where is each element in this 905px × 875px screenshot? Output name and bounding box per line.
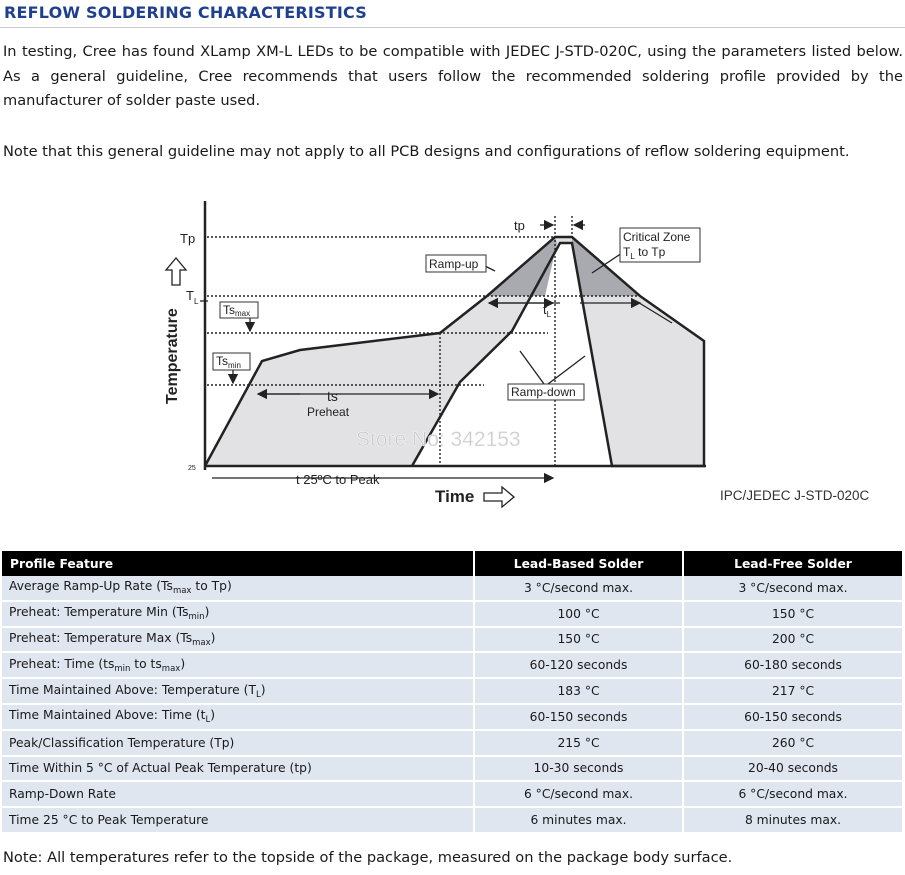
tp-label: tp bbox=[514, 218, 525, 233]
lead-free-cell: 260 °C bbox=[684, 731, 902, 757]
tl-axis-label: $T_L$ bbox=[186, 288, 199, 306]
rampdown-label: Ramp-down bbox=[511, 385, 576, 399]
lead-based-cell: 60-150 seconds bbox=[475, 705, 684, 731]
lead-free-cell: 60-180 seconds bbox=[684, 653, 902, 679]
lead-based-cell: 6 °C/second max. bbox=[475, 782, 684, 808]
y-axis-label: Temperature bbox=[164, 308, 181, 404]
header-lead-free: Lead-Free Solder bbox=[684, 551, 902, 576]
x-axis-label: Time bbox=[435, 487, 475, 506]
table-row bbox=[2, 731, 902, 757]
temperature-note: Note: All temperatures refer to the topside of the package, measured on the package body surface. bbox=[3, 849, 733, 866]
feature-cell: Preheat: Temperature Max $(Ts_{max})$ bbox=[2, 628, 475, 654]
x-axis-arrow-icon bbox=[484, 487, 514, 507]
feature-cell: Time Maintained Above: Time $(t_L)$ bbox=[2, 705, 475, 731]
lead-free-cell: 3 °C/second max. bbox=[684, 576, 902, 602]
critical-zone-label: Critical Zone bbox=[623, 230, 691, 244]
table-row bbox=[2, 576, 902, 602]
tsmin-label: $Ts_{min}$ bbox=[216, 354, 241, 370]
lead-free-cell: 20-40 seconds bbox=[684, 757, 902, 783]
reflow-profile-diagram bbox=[0, 185, 905, 515]
tp-axis-label: Tp bbox=[180, 231, 196, 246]
intro-paragraph: In testing, Cree has found XLamp XM-L LEDs to be compatible with JEDEC J-STD-020C, using the parameters listed below. As a general guideline, Cree recommends that users follow the recommended soldering profile provided by the manufacturer of solder paste used. bbox=[3, 43, 903, 109]
lead-free-cell: 200 °C bbox=[684, 628, 902, 654]
reflow-parameter-table bbox=[2, 551, 902, 834]
table-row bbox=[2, 628, 902, 654]
lead-free-cell: 8 minutes max. bbox=[684, 808, 902, 834]
lead-based-cell: 6 minutes max. bbox=[475, 808, 684, 834]
ts-label: ts bbox=[327, 388, 338, 404]
table-row bbox=[2, 602, 902, 628]
lead-free-cell: 217 °C bbox=[684, 679, 902, 705]
feature-cell: Time Maintained Above: Temperature $(T_L)$ bbox=[2, 679, 475, 705]
temp-25-label: 25 bbox=[188, 465, 196, 472]
lead-based-cell: 3 °C/second max. bbox=[475, 576, 684, 602]
rampup-label: Ramp-up bbox=[429, 257, 479, 271]
header-profile-feature: Profile Feature bbox=[2, 551, 475, 576]
lead-free-cell: 150 °C bbox=[684, 602, 902, 628]
lead-based-cell: 60-120 seconds bbox=[475, 653, 684, 679]
lead-free-cell: 6 °C/second max. bbox=[684, 782, 902, 808]
lead-free-cell: 60-150 seconds bbox=[684, 705, 902, 731]
feature-cell: Peak/Classification Temperature (Tp) bbox=[2, 731, 475, 757]
y-axis-arrow-icon bbox=[166, 258, 186, 285]
lead-based-cell: 10-30 seconds bbox=[475, 757, 684, 783]
guideline-note: Note that this general guideline may not apply to all PCB designs and configurations of reflow soldering equipment. bbox=[3, 143, 850, 160]
standard-label: IPC/JEDEC J-STD-020C bbox=[720, 488, 870, 503]
tl-time-label: $t_L$ bbox=[543, 302, 552, 319]
feature-cell: Ramp-Down Rate bbox=[2, 782, 475, 808]
feature-cell: Time 25 °C to Peak Temperature bbox=[2, 808, 475, 834]
header-lead-based: Lead-Based Solder bbox=[475, 551, 684, 576]
feature-cell: Preheat: Temperature Min $(Ts_{min})$ bbox=[2, 602, 475, 628]
t25-label: t 25ºC to Peak bbox=[296, 472, 380, 487]
section-heading: REFLOW SOLDERING CHARACTERISTICS bbox=[4, 3, 367, 22]
table-row bbox=[2, 808, 902, 834]
table-row bbox=[2, 782, 902, 808]
lead-based-cell: 100 °C bbox=[475, 602, 684, 628]
lead-based-cell: 150 °C bbox=[475, 628, 684, 654]
table-row bbox=[2, 653, 902, 679]
tsmax-label: Tsmax bbox=[223, 303, 251, 318]
table-row bbox=[2, 679, 902, 705]
feature-cell: Average Ramp-Up Rate ($Ts_{max}$ to Tp) bbox=[2, 576, 475, 602]
lead-based-cell: 183 °C bbox=[475, 679, 684, 705]
store-watermark: Store No: 342153 bbox=[356, 428, 521, 451]
critical-zone-range: $T_L$ to Tp bbox=[623, 245, 666, 261]
preheat-label: Preheat bbox=[307, 405, 350, 419]
rampdown-pointer2 bbox=[548, 356, 585, 384]
rampdown-pointer1 bbox=[520, 351, 544, 384]
feature-cell: Time Within 5 °C of Actual Peak Temperature (tp) bbox=[2, 757, 475, 783]
feature-cell: Preheat: Time ($ts_{min}$ to $ts_{max}$) bbox=[2, 653, 475, 679]
lead-based-cell: 215 °C bbox=[475, 731, 684, 757]
table-row bbox=[2, 705, 902, 731]
heading-divider bbox=[0, 27, 905, 28]
table-header-row bbox=[2, 551, 902, 576]
table-row bbox=[2, 757, 902, 783]
